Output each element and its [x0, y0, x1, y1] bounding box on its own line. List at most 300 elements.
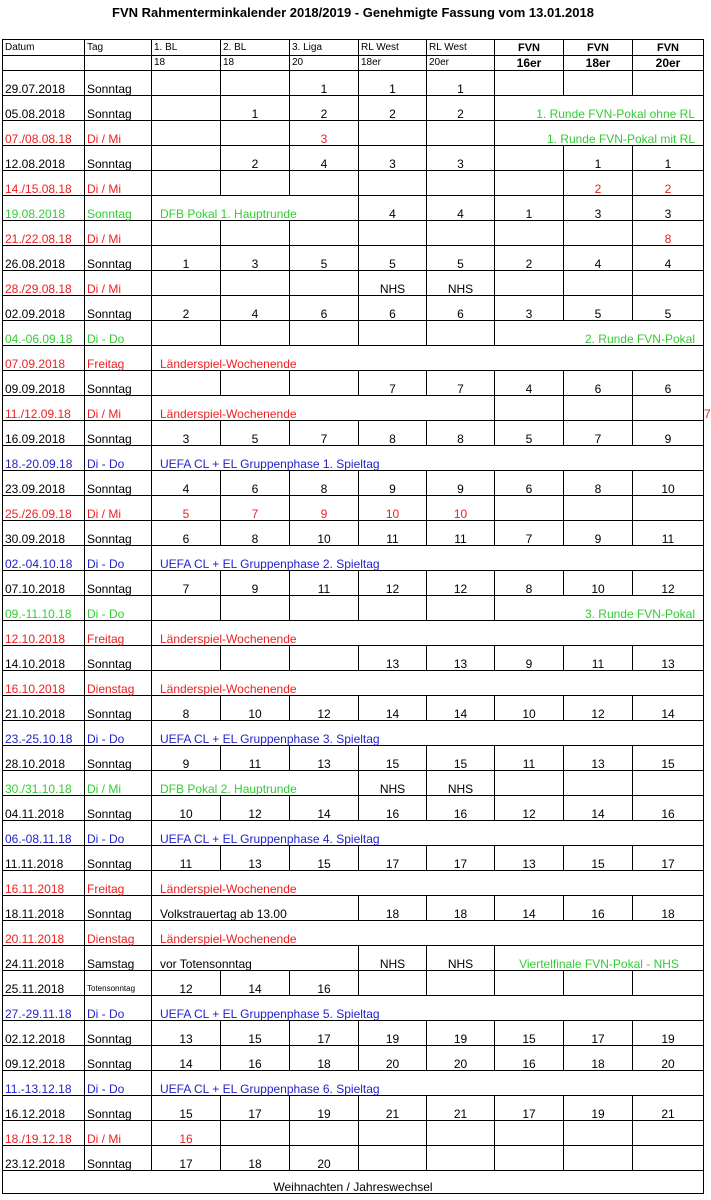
value-cell: [564, 221, 633, 246]
table-row: [3, 346, 704, 371]
value-cell: 4: [427, 196, 495, 221]
value-cell: 10: [564, 571, 633, 596]
date-cell: 29.07.2018: [3, 71, 85, 96]
footer-cell: Weihnachten / Jahreswechsel: [3, 1171, 704, 1194]
value-cell: [221, 371, 290, 396]
value-cell: 6: [152, 521, 221, 546]
value-cell: [564, 1146, 633, 1171]
value-cell: [290, 1121, 359, 1146]
value-cell: 15: [221, 1021, 290, 1046]
date-cell: 25.11.2018: [3, 971, 85, 996]
value-cell: [495, 396, 564, 421]
subheader-tag: [85, 56, 152, 71]
day-cell: Samstag: [85, 946, 152, 971]
value-cell: 7: [290, 421, 359, 446]
value-cell: 4: [633, 246, 704, 271]
value-cell: 20: [359, 1046, 427, 1071]
table-row: [3, 621, 704, 646]
value-cell: 6: [633, 371, 704, 396]
table-row: [3, 96, 704, 121]
schedule-body: [3, 40, 711, 1194]
value-cell: [290, 171, 359, 196]
value-cell: 19: [359, 1021, 427, 1046]
table-row: [3, 171, 704, 196]
value-cell: 16: [427, 796, 495, 821]
fvn-note-cell: Viertelfinale FVN-Pokal - NHS: [495, 946, 704, 971]
date-cell: 04.-06.09.18: [3, 321, 85, 346]
date-cell: 18.-20.09.18: [3, 446, 85, 471]
day-cell: Sonntag: [85, 421, 152, 446]
value-cell: 17: [427, 846, 495, 871]
value-cell: 19: [564, 1096, 633, 1121]
header-rlwest-20: RL West: [427, 40, 495, 56]
value-cell: [633, 271, 704, 296]
value-cell: 13: [290, 746, 359, 771]
date-cell: 19.08.2018: [3, 196, 85, 221]
value-cell: 17: [359, 846, 427, 871]
value-cell: 16: [564, 896, 633, 921]
value-cell: [495, 171, 564, 196]
value-cell: 14: [564, 796, 633, 821]
table-row: [3, 871, 704, 896]
value-cell: 6: [564, 371, 633, 396]
value-cell: 9: [495, 646, 564, 671]
header-fvn-16: FVN: [495, 40, 564, 56]
value-cell: 8: [221, 521, 290, 546]
value-cell: [359, 321, 427, 346]
day-cell: Totensonntag: [85, 971, 152, 996]
value-cell: 4: [152, 471, 221, 496]
value-cell: [564, 496, 633, 521]
value-cell: 5: [359, 246, 427, 271]
value-cell: 12: [427, 571, 495, 596]
value-cell: NHS: [359, 946, 427, 971]
value-cell: 18: [633, 896, 704, 921]
table-row: [3, 1071, 704, 1096]
value-cell: [633, 71, 704, 96]
value-cell: [495, 971, 564, 996]
value-cell: 15: [359, 746, 427, 771]
date-cell: 26.08.2018: [3, 246, 85, 271]
day-cell: Dienstag: [85, 671, 152, 696]
value-cell: [290, 646, 359, 671]
value-cell: [152, 271, 221, 296]
value-cell: 13: [564, 746, 633, 771]
header-fvn-20: FVN: [633, 40, 704, 56]
value-cell: NHS: [359, 771, 427, 796]
value-cell: 11: [221, 746, 290, 771]
value-cell: 1: [495, 196, 564, 221]
value-cell: [427, 1146, 495, 1171]
value-cell: 10: [633, 471, 704, 496]
value-cell: [359, 1146, 427, 1171]
day-cell: Sonntag: [85, 571, 152, 596]
table-row: [3, 671, 704, 696]
value-cell: 17: [495, 1096, 564, 1121]
value-cell: 2: [152, 296, 221, 321]
day-cell: Di / Mi: [85, 221, 152, 246]
subheader-2bl: 18: [221, 56, 290, 71]
value-cell: 16: [495, 1046, 564, 1071]
date-cell: 23.-25.10.18: [3, 721, 85, 746]
value-cell: 7: [427, 371, 495, 396]
value-cell: 3: [290, 121, 359, 146]
value-cell: 7: [495, 521, 564, 546]
value-cell: [359, 1121, 427, 1146]
date-cell: 06.-08.11.18: [3, 821, 85, 846]
value-cell: 6: [290, 296, 359, 321]
value-cell: 8: [495, 571, 564, 596]
value-cell: [152, 596, 221, 621]
value-cell: 20: [427, 1046, 495, 1071]
table-row: 11./12.09.18 Di / Mi Länderspiel-Wochenende 7: [3, 396, 704, 421]
table-row: [3, 196, 704, 221]
value-cell: 14: [633, 696, 704, 721]
day-cell: Sonntag: [85, 1096, 152, 1121]
table-row: [3, 1021, 704, 1046]
fvn-note-cell: 1. Runde FVN-Pokal ohne RL: [495, 96, 704, 121]
value-cell: 17: [633, 846, 704, 871]
day-cell: Di / Mi: [85, 271, 152, 296]
value-cell: 2: [633, 171, 704, 196]
header-3liga: 3. Liga: [290, 40, 359, 56]
value-cell: 3: [427, 146, 495, 171]
event-note-cell: UEFA CL + EL Gruppenphase 1. Spieltag: [152, 446, 704, 471]
date-cell: 09.09.2018: [3, 371, 85, 396]
value-cell: 9: [221, 571, 290, 596]
value-cell: [427, 1121, 495, 1146]
fvn-note-cell: 3. Runde FVN-Pokal: [495, 596, 704, 621]
value-cell: 14: [152, 1046, 221, 1071]
value-cell: 21: [633, 1096, 704, 1121]
date-cell: 16.11.2018: [3, 871, 85, 896]
day-cell: Di / Mi: [85, 771, 152, 796]
value-cell: [633, 1146, 704, 1171]
event-note-cell: Länderspiel-Wochenende: [152, 396, 495, 421]
day-cell: Di - Do: [85, 546, 152, 571]
value-cell: [359, 121, 427, 146]
value-cell: 8: [290, 471, 359, 496]
value-cell: 16: [221, 1046, 290, 1071]
subheader-3liga: 20: [290, 56, 359, 71]
value-cell: 11: [633, 521, 704, 546]
day-cell: Sonntag: [85, 796, 152, 821]
date-cell: 05.08.2018: [3, 96, 85, 121]
value-cell: [221, 171, 290, 196]
value-cell: 18: [221, 1146, 290, 1171]
date-cell: 11.-13.12.18: [3, 1071, 85, 1096]
value-cell: 17: [152, 1146, 221, 1171]
value-cell: 4: [221, 296, 290, 321]
day-cell: Sonntag: [85, 371, 152, 396]
table-row: [3, 446, 704, 471]
day-cell: Freitag: [85, 346, 152, 371]
subheader-datum: [3, 56, 85, 71]
subheader-fvn-18: 18er: [564, 56, 633, 71]
date-cell: 20.11.2018: [3, 921, 85, 946]
day-cell: Di - Do: [85, 596, 152, 621]
day-cell: Sonntag: [85, 96, 152, 121]
day-cell: Sonntag: [85, 646, 152, 671]
subheader-rlwest-18: 18er: [359, 56, 427, 71]
table-row: [3, 121, 704, 146]
value-cell: 1: [633, 146, 704, 171]
subheader-row: [3, 56, 704, 71]
table-row: [3, 696, 704, 721]
date-cell: 02.12.2018: [3, 1021, 85, 1046]
value-cell: 2: [495, 246, 564, 271]
value-cell: 12: [633, 571, 704, 596]
table-row: [3, 771, 704, 796]
value-cell: 7: [359, 371, 427, 396]
value-cell: [152, 221, 221, 246]
value-cell: 15: [152, 1096, 221, 1121]
table-row: [3, 421, 704, 446]
day-cell: Di - Do: [85, 996, 152, 1021]
value-cell: 9: [427, 471, 495, 496]
value-cell: 6: [495, 471, 564, 496]
value-cell: [152, 96, 221, 121]
table-row: [3, 571, 704, 596]
value-cell: [152, 71, 221, 96]
event-note-cell: UEFA CL + EL Gruppenphase 6. Spieltag: [152, 1071, 704, 1096]
day-cell: Di - Do: [85, 721, 152, 746]
value-cell: 4: [290, 146, 359, 171]
subheader-rlwest-20: 20er: [427, 56, 495, 71]
table-row: [3, 321, 704, 346]
day-cell: Di / Mi: [85, 396, 152, 421]
value-cell: 8: [633, 221, 704, 246]
value-cell: 12: [290, 696, 359, 721]
day-cell: Di / Mi: [85, 496, 152, 521]
value-cell: NHS: [427, 771, 495, 796]
date-cell: 21./22.08.18: [3, 221, 85, 246]
table-row: [3, 996, 704, 1021]
value-cell: 2: [427, 96, 495, 121]
fvn-note-cell: 2. Runde FVN-Pokal: [495, 321, 704, 346]
value-cell: [495, 71, 564, 96]
day-cell: Di / Mi: [85, 171, 152, 196]
day-cell: Sonntag: [85, 846, 152, 871]
value-cell: 8: [427, 421, 495, 446]
value-cell: [290, 371, 359, 396]
value-cell: 13: [633, 646, 704, 671]
table-row: [3, 1146, 704, 1171]
date-cell: 11./12.09.18: [3, 396, 85, 421]
value-cell: 21: [427, 1096, 495, 1121]
value-cell: 13: [495, 846, 564, 871]
value-cell: 6: [359, 296, 427, 321]
subheader-1bl: 18: [152, 56, 221, 71]
value-cell: 11: [495, 746, 564, 771]
value-cell: 8: [564, 471, 633, 496]
value-cell: 4: [359, 196, 427, 221]
date-cell: 11.11.2018: [3, 846, 85, 871]
value-cell: [564, 1121, 633, 1146]
value-cell: [427, 321, 495, 346]
value-cell: 4: [495, 371, 564, 396]
value-cell: 15: [564, 846, 633, 871]
subheader-fvn-20: 20er: [633, 56, 704, 71]
value-cell: [495, 496, 564, 521]
value-cell: [495, 1146, 564, 1171]
value-cell: 19: [290, 1096, 359, 1121]
page-title: FVN Rahmenterminkalender 2018/2019 - Genehmigte Fassung vom 13.01.2018: [112, 5, 594, 20]
value-cell: 1: [564, 146, 633, 171]
table-row: [3, 971, 704, 996]
value-cell: [290, 221, 359, 246]
value-cell: 17: [564, 1021, 633, 1046]
table-row: [3, 896, 704, 921]
value-cell: 5: [152, 496, 221, 521]
value-cell: [633, 771, 704, 796]
date-cell: 23.09.2018: [3, 471, 85, 496]
value-cell: [495, 771, 564, 796]
value-cell: 2: [359, 96, 427, 121]
day-cell: Sonntag: [85, 296, 152, 321]
value-cell: 18: [564, 1046, 633, 1071]
value-cell: [633, 971, 704, 996]
header-2bl: 2. BL: [221, 40, 290, 56]
value-cell: 14: [359, 696, 427, 721]
value-cell: 1: [152, 246, 221, 271]
date-cell: 07.10.2018: [3, 571, 85, 596]
event-note-cell: UEFA CL + EL Gruppenphase 2. Spieltag: [152, 546, 704, 571]
date-cell: 09.-11.10.18: [3, 596, 85, 621]
day-cell: Sonntag: [85, 896, 152, 921]
value-cell: 16: [359, 796, 427, 821]
day-cell: Freitag: [85, 871, 152, 896]
value-cell: 12: [221, 796, 290, 821]
event-note-cell: Volkstrauertag ab 13.00: [152, 896, 359, 921]
day-cell: Sonntag: [85, 746, 152, 771]
value-cell: [495, 271, 564, 296]
value-cell: 10: [427, 496, 495, 521]
value-cell: 3: [564, 196, 633, 221]
value-cell: 10: [152, 796, 221, 821]
value-cell: 5: [495, 421, 564, 446]
value-cell: 10: [359, 496, 427, 521]
value-cell: 14: [427, 696, 495, 721]
value-cell: 3: [359, 146, 427, 171]
date-cell: 28.10.2018: [3, 746, 85, 771]
date-cell: 04.11.2018: [3, 796, 85, 821]
table-row: [3, 146, 704, 171]
value-cell: 1: [427, 71, 495, 96]
value-cell: 3: [221, 246, 290, 271]
value-cell: [427, 221, 495, 246]
value-cell: 1: [359, 71, 427, 96]
event-note-cell: Länderspiel-Wochenende: [152, 346, 704, 371]
value-cell: 9: [290, 496, 359, 521]
fvn-note-cell: 1. Runde FVN-Pokal mit RL: [495, 121, 704, 146]
value-cell: [152, 646, 221, 671]
day-cell: Sonntag: [85, 246, 152, 271]
date-cell: 09.12.2018: [3, 1046, 85, 1071]
value-cell: 5: [221, 421, 290, 446]
value-cell: NHS: [427, 946, 495, 971]
table-row: [3, 1046, 704, 1071]
event-note-cell: Länderspiel-Wochenende: [152, 871, 704, 896]
date-cell: 02.09.2018: [3, 296, 85, 321]
table-row: [3, 646, 704, 671]
table-row: [3, 746, 704, 771]
value-cell: [152, 171, 221, 196]
value-cell: [152, 321, 221, 346]
value-cell: [221, 271, 290, 296]
table-row: [3, 596, 704, 621]
day-cell: Di / Mi: [85, 121, 152, 146]
value-cell: [564, 71, 633, 96]
value-cell: 16: [290, 971, 359, 996]
value-cell: [221, 596, 290, 621]
value-cell: 18: [359, 896, 427, 921]
value-cell: [495, 221, 564, 246]
value-cell: [564, 971, 633, 996]
value-cell: [221, 71, 290, 96]
value-cell: 12: [495, 796, 564, 821]
value-cell: 13: [359, 646, 427, 671]
date-cell: 24.11.2018: [3, 946, 85, 971]
value-cell: NHS: [359, 271, 427, 296]
value-cell: [359, 221, 427, 246]
event-note-cell: Länderspiel-Wochenende: [152, 921, 704, 946]
day-cell: Di - Do: [85, 821, 152, 846]
table-row: [3, 521, 704, 546]
value-cell: 20: [290, 1146, 359, 1171]
value-cell: [290, 321, 359, 346]
value-cell: 18: [427, 896, 495, 921]
table-row: [3, 946, 704, 971]
table-row: [3, 221, 704, 246]
date-cell: 07.09.2018: [3, 346, 85, 371]
value-cell: [495, 146, 564, 171]
date-cell: 16.12.2018: [3, 1096, 85, 1121]
day-cell: Sonntag: [85, 696, 152, 721]
value-cell: 13: [427, 646, 495, 671]
value-cell: 5: [633, 296, 704, 321]
value-cell: 10: [495, 696, 564, 721]
table-row: [3, 721, 704, 746]
table-row: [3, 496, 704, 521]
table-row: [3, 821, 704, 846]
value-cell: [221, 646, 290, 671]
day-cell: Sonntag: [85, 1046, 152, 1071]
value-cell: 19: [633, 1021, 704, 1046]
table-row: [3, 921, 704, 946]
date-cell: 25./26.09.18: [3, 496, 85, 521]
event-note-cell: vor Totensonntag: [152, 946, 359, 971]
value-cell: [633, 496, 704, 521]
day-cell: Sonntag: [85, 521, 152, 546]
value-cell: 9: [564, 521, 633, 546]
value-cell: 5: [427, 246, 495, 271]
value-cell: 2: [564, 171, 633, 196]
value-cell: 15: [427, 746, 495, 771]
value-cell: 1: [290, 71, 359, 96]
value-cell: 6: [427, 296, 495, 321]
value-cell: 17: [290, 1021, 359, 1046]
value-cell: 12: [564, 696, 633, 721]
value-cell: 16: [152, 1121, 221, 1146]
value-cell: 16: [633, 796, 704, 821]
value-cell: [290, 596, 359, 621]
value-cell: [495, 1121, 564, 1146]
value-cell: [564, 396, 633, 421]
value-cell: 14: [221, 971, 290, 996]
header-1bl: 1. BL: [152, 40, 221, 56]
event-note-cell: Länderspiel-Wochenende: [152, 671, 704, 696]
